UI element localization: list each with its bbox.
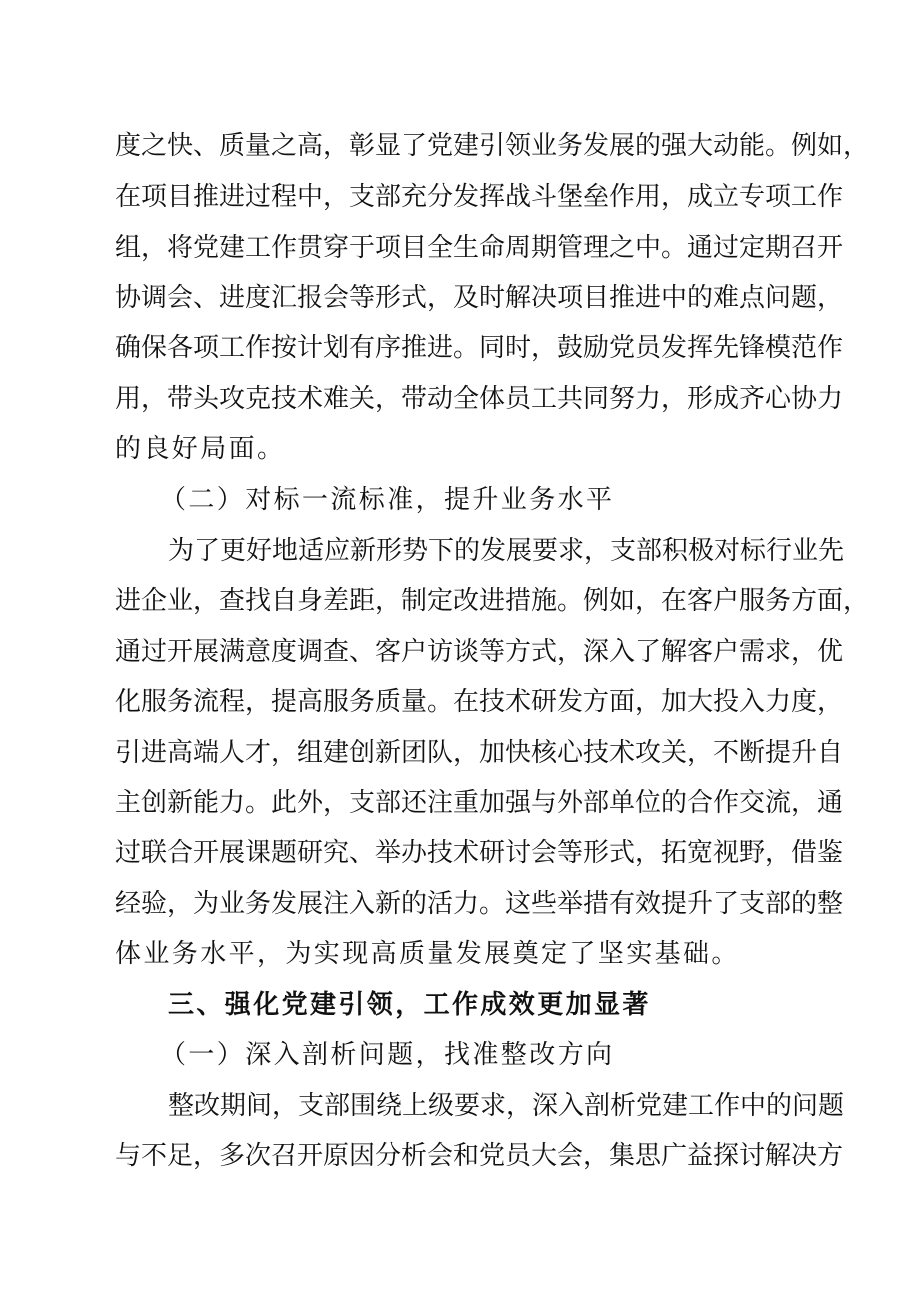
body-text-line: 与不足，多次召开原因分析会和党员大会，集思广益探讨解决方 — [115, 1141, 844, 1171]
body-text-line: 引进高端人才，组建创新团队，加快核心技术攻关，不断提升自 — [115, 738, 844, 768]
body-text-line: 主创新能力。此外，支部还注重加强与外部单位的合作交流，通 — [115, 788, 844, 818]
body-text-line: 过联合开展课题研究、举办技术研讨会等形式，拓宽视野，借鉴 — [115, 838, 844, 868]
body-text-line: 为了更好地适应新形势下的发展要求，支部积极对标行业先 — [168, 536, 845, 566]
body-text-line: 通过开展满意度调查、客户访谈等方式，深入了解客户需求，优 — [115, 637, 844, 667]
subsection-heading: （一）深入剖析问题，找准整改方向 — [160, 1040, 615, 1070]
body-text-line: 进企业，查找自身差距，制定改进措施。例如，在客户服务方面， — [115, 586, 870, 616]
body-text-line: 整改期间，支部围绕上级要求，深入剖析党建工作中的问题 — [168, 1091, 845, 1121]
body-text-line: 在项目推进过程中，支部充分发挥战斗堡垒作用，成立专项工作 — [115, 182, 844, 212]
body-text-line: 组，将党建工作贯穿于项目全生命周期管理之中。通过定期召开 — [115, 233, 844, 263]
body-text-line: 协调会、进度汇报会等形式，及时解决项目推进中的难点问题， — [115, 283, 844, 313]
body-text-line: 经验，为业务发展注入新的活力。这些举措有效提升了支部的整 — [115, 889, 844, 919]
body-text-line: 确保各项工作按计划有序推进。同时，鼓励党员发挥先锋模范作 — [115, 333, 844, 363]
section-heading: 三、强化党建引领，工作成效更加显著 — [168, 990, 651, 1020]
body-text-line: 化服务流程，提高服务质量。在技术研发方面，加大投入力度， — [115, 687, 844, 717]
body-text-line: 的良好局面。 — [115, 434, 286, 464]
subsection-heading: （二）对标一流标准，提升业务水平 — [160, 485, 615, 515]
body-text-line: 度之快、质量之高，彰显了党建引领业务发展的强大动能。例如， — [115, 131, 870, 161]
body-text-line: 体业务水平，为实现高质量发展奠定了坚实基础。 — [115, 939, 740, 969]
body-text-line: 用，带头攻克技术难关，带动全体员工共同努力，形成齐心协力 — [115, 384, 844, 414]
